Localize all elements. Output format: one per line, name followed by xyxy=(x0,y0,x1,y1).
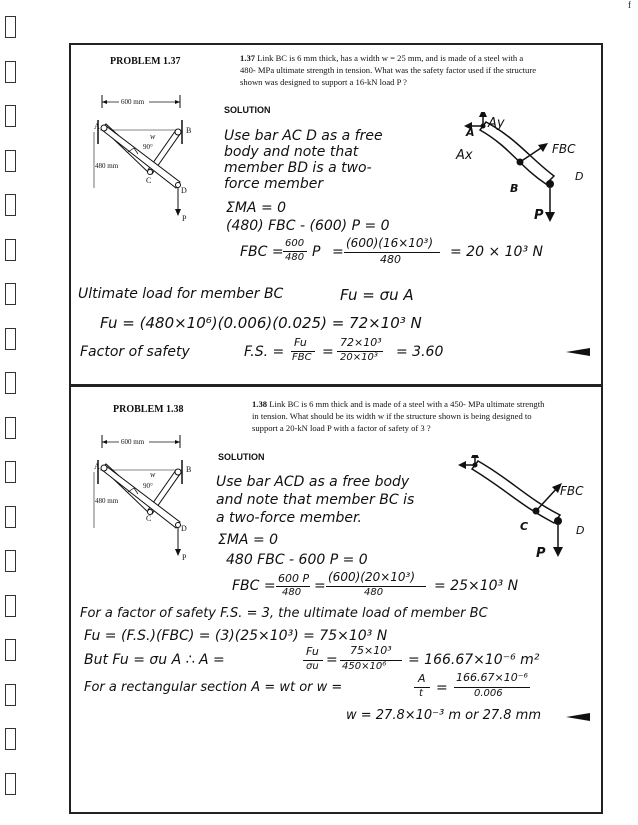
binder-ring xyxy=(5,61,16,83)
angle-label: 90° xyxy=(143,143,153,151)
fbc-result: = 20 × 10³ N xyxy=(450,244,543,260)
moment-equation: (480) FBC - (600) P = 0 xyxy=(226,218,390,234)
statement-line: Link BC is 6 mm thick, has a width w = 25 mm, and is made of a steel with a xyxy=(255,53,524,63)
area-result: = 166.67×10⁻⁶ m² xyxy=(408,652,540,668)
p-symbol: P xyxy=(312,244,321,260)
fraction-denominator: σu xyxy=(306,661,319,672)
fbd-label-ay: Ay xyxy=(488,116,505,131)
equals-sign: = xyxy=(322,344,334,360)
problem-title: PROBLEM 1.38 xyxy=(113,404,184,415)
fraction-numerator: 75×10³ xyxy=(350,644,392,657)
fu-calculation: Fu = (F.S.)(FBC) = (3)(25×10³) = 75×10³ N xyxy=(84,628,388,644)
factor-of-safety-label: Factor of safety xyxy=(80,344,190,360)
fbd-label-a: A xyxy=(466,126,475,139)
label-d: D xyxy=(181,186,187,195)
solution-line: Use bar AC D as a free xyxy=(224,128,383,144)
binder-ring xyxy=(5,506,16,528)
label-w: w xyxy=(150,132,156,141)
fbc-equation-lhs: FBC = xyxy=(232,578,276,594)
fraction-numerator: (600)(16×10³) xyxy=(346,236,434,250)
statement-line: in tension. What should be its width w if the structure shown is being designed to xyxy=(252,411,532,421)
problem-statement xyxy=(240,52,595,88)
fbd-label-p: P xyxy=(534,208,544,223)
free-body-diagram xyxy=(450,455,590,565)
solution-line: force member xyxy=(224,176,324,192)
solution-line: a two-force member. xyxy=(216,510,362,526)
fraction-denominator: 0.006 xyxy=(474,688,503,699)
fraction-denominator: 480 xyxy=(285,252,305,263)
fbd-label-p: P xyxy=(536,546,546,561)
fbd-label-c: C xyxy=(520,520,529,533)
fraction-denominator: FBC xyxy=(292,352,312,363)
fbd-label-b: B xyxy=(510,182,519,195)
label-p: P xyxy=(182,553,187,562)
equals-sign: = xyxy=(436,680,448,696)
fs-lhs: F.S. = xyxy=(244,344,285,360)
solution-heading: SOLUTION xyxy=(224,105,271,115)
answer-arrow-icon xyxy=(566,712,590,722)
solution-heading: SOLUTION xyxy=(218,452,265,462)
dim-vertical-label: 480 mm xyxy=(95,497,119,505)
ultimate-load-formula: Fu = σu A xyxy=(340,286,414,304)
binder-ring xyxy=(5,372,16,394)
moment-equation: ΣMA = 0 xyxy=(226,200,287,216)
label-b: B xyxy=(186,465,192,474)
statement-line: 480- MPa ultimate strength in tension. What was the safety factor used if the structure xyxy=(240,65,537,75)
dim-horizontal-label: 600 mm xyxy=(121,438,145,446)
fraction-numerator: A xyxy=(418,672,426,685)
angle-label: 90° xyxy=(143,482,153,490)
label-c: C xyxy=(146,514,152,523)
moment-equation: 480 FBC - 600 P = 0 xyxy=(226,552,368,568)
binder-ring xyxy=(5,150,16,172)
solution-line: member BD is a two- xyxy=(224,160,372,176)
binder-ring xyxy=(5,105,16,127)
fu-calculation: Fu = (480×10⁶)(0.006)(0.025) = 72×10³ N xyxy=(100,314,422,332)
fbd-label-ax: Ax xyxy=(456,148,473,163)
binder-ring xyxy=(5,461,16,483)
binder-ring xyxy=(5,194,16,216)
problem-statement xyxy=(252,398,597,434)
fbd-label-fbc: FBC xyxy=(560,484,584,498)
equals-sign: = xyxy=(326,652,338,668)
statement-line: support a 20-kN load P with a factor of safety of 3 ? xyxy=(252,423,431,433)
fraction-denominator: t xyxy=(419,688,423,699)
problem-title: PROBLEM 1.37 xyxy=(110,56,181,67)
dim-vertical-label: 480 mm xyxy=(95,162,119,170)
fraction-numerator: 600 P xyxy=(278,572,310,585)
area-line: But Fu = σu A ∴ A = xyxy=(84,652,225,668)
binder-ring xyxy=(5,328,16,350)
fraction-numerator: 72×10³ xyxy=(340,336,382,349)
moment-equation: ΣMA = 0 xyxy=(218,532,279,548)
fbd-label-d: D xyxy=(576,524,585,537)
binder-ring xyxy=(5,550,16,572)
binder-ring xyxy=(5,773,16,795)
statement-number: 1.37 xyxy=(240,53,256,63)
statement-line: shown was designed to support a 16-kN load P ? xyxy=(240,77,407,87)
fraction-denominator: 450×10⁶ xyxy=(342,661,387,672)
fraction-numerator: (600)(20×10³) xyxy=(328,570,416,584)
factor-of-safety-line: For a factor of safety F.S. = 3, the ultimate load of member BC xyxy=(80,606,488,621)
label-p: P xyxy=(182,214,187,223)
ultimate-load-line: Ultimate load for member BC xyxy=(78,286,284,302)
fraction-denominator: 480 xyxy=(380,253,401,266)
structure-figure xyxy=(92,92,212,227)
label-b: B xyxy=(186,126,192,135)
statement-number: 1.38 xyxy=(252,399,268,409)
solution-line: Use bar ACD as a free body xyxy=(216,474,410,490)
solution-line: body and note that xyxy=(224,144,359,160)
binder-ring xyxy=(5,283,16,305)
fraction-denominator: 480 xyxy=(364,587,384,598)
label-w: w xyxy=(150,470,156,479)
fraction-numerator: Fu xyxy=(306,645,319,658)
binder-ring xyxy=(5,417,16,439)
fbc-equation-lhs: FBC = xyxy=(240,244,284,260)
label-a: A xyxy=(94,462,100,471)
fbc-result: = 25×10³ N xyxy=(434,578,519,594)
fs-result: = 3.60 xyxy=(396,344,444,360)
answer-arrow-icon xyxy=(566,347,590,357)
label-c: C xyxy=(146,176,152,185)
corner-mark: f xyxy=(628,0,631,10)
binder-ring xyxy=(5,595,16,617)
equals-sign: = xyxy=(314,578,326,594)
fraction-numerator: Fu xyxy=(294,336,307,349)
dim-horizontal-label: 600 mm xyxy=(121,98,145,106)
fraction-denominator: 480 xyxy=(282,587,302,598)
statement-line: Link BC is 6 mm thick and is made of a steel with a 450- MPa ultimate strength xyxy=(267,399,545,409)
fraction-denominator: 20×10³ xyxy=(340,352,378,363)
solution-line: and note that member BC is xyxy=(216,492,415,508)
fbd-label-d: D xyxy=(575,170,584,183)
equals-sign: = xyxy=(332,244,344,260)
binder-ring xyxy=(5,16,16,38)
label-d: D xyxy=(181,524,187,533)
rectangular-section-line: For a rectangular section A = wt or w = xyxy=(84,680,343,695)
label-a: A xyxy=(94,122,100,131)
fbd-label-fbc: FBC xyxy=(552,142,576,156)
fraction-numerator: 166.67×10⁻⁶ xyxy=(456,671,528,684)
binder-ring xyxy=(5,239,16,261)
fraction-numerator: 600 xyxy=(285,238,305,249)
binder-ring xyxy=(5,728,16,750)
final-width-answer: w = 27.8×10⁻³ m or 27.8 mm xyxy=(346,708,542,723)
binder-ring xyxy=(5,639,16,661)
binder-ring xyxy=(5,684,16,706)
